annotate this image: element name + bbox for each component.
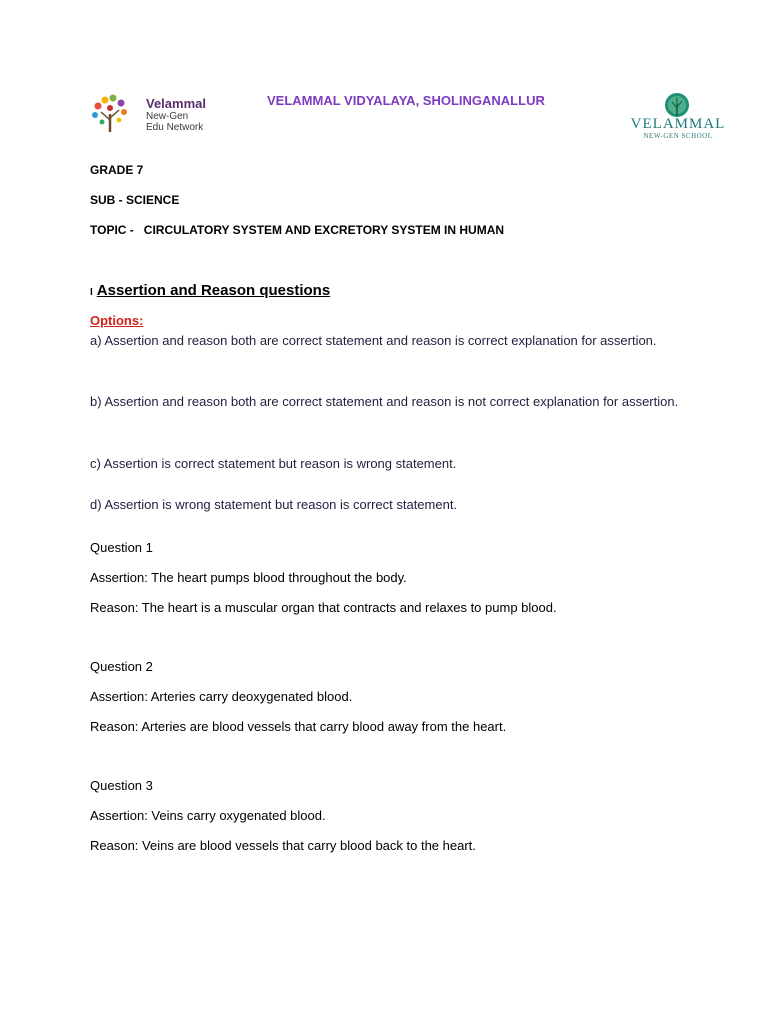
question-2-assertion: Assertion: Arteries carry deoxygenated blood. <box>90 689 353 704</box>
logo-wordmark: VELAMMAL <box>630 116 726 132</box>
question-1-label: Question 1 <box>90 540 153 555</box>
question-2-label: Question 2 <box>90 659 153 674</box>
question-3-reason: Reason: Veins are blood vessels that carry blood back to the heart. <box>90 838 476 853</box>
logo-subtext-line2: Edu Network <box>146 122 204 133</box>
question-3-assertion: Assertion: Veins carry oxygenated blood. <box>90 808 326 823</box>
topic-line: TOPIC - CIRCULATORY SYSTEM AND EXCRETORY SYSTEM IN HUMAN <box>90 223 505 237</box>
question-2-reason: Reason: Arteries are blood vessels that carry blood away from the heart. <box>90 719 507 734</box>
tree-logo-icon <box>90 92 130 134</box>
section-title: Assertion and Reason questions <box>96 282 331 299</box>
option-b: b) Assertion and reason both are correct statement and reason is not correct explanation for assertion. <box>90 394 679 409</box>
option-d: d) Assertion is wrong statement but reason is correct statement. <box>90 497 458 512</box>
question-3-label: Question 3 <box>90 778 153 793</box>
school-title: VELAMMAL VIDYALAYA, SHOLINGANALLUR <box>267 93 545 108</box>
velammal-new-gen-school-logo <box>624 92 734 142</box>
question-1-assertion: Assertion: The heart pumps blood throughout the body. <box>90 570 407 585</box>
logo-subtext-line1: New-Gen <box>146 111 189 122</box>
question-1-reason: Reason: The heart is a muscular organ that contracts and relaxes to pump blood. <box>90 600 557 615</box>
subject-line: SUB - SCIENCE <box>90 193 180 207</box>
section-number: I <box>90 287 93 298</box>
option-a: a) Assertion and reason both are correct statement and reason is correct explanation for assertion. <box>90 333 657 348</box>
section-heading <box>90 282 330 299</box>
logo-tagline: NEW-GEN SCHOOL <box>643 132 713 140</box>
velammal-edu-network-logo <box>90 92 220 136</box>
grade-line: GRADE 7 <box>90 163 144 177</box>
options-label: Options: <box>90 313 144 328</box>
logo-brand-name: Velammal <box>146 96 206 111</box>
option-c: c) Assertion is correct statement but reason is wrong statement. <box>90 456 457 471</box>
